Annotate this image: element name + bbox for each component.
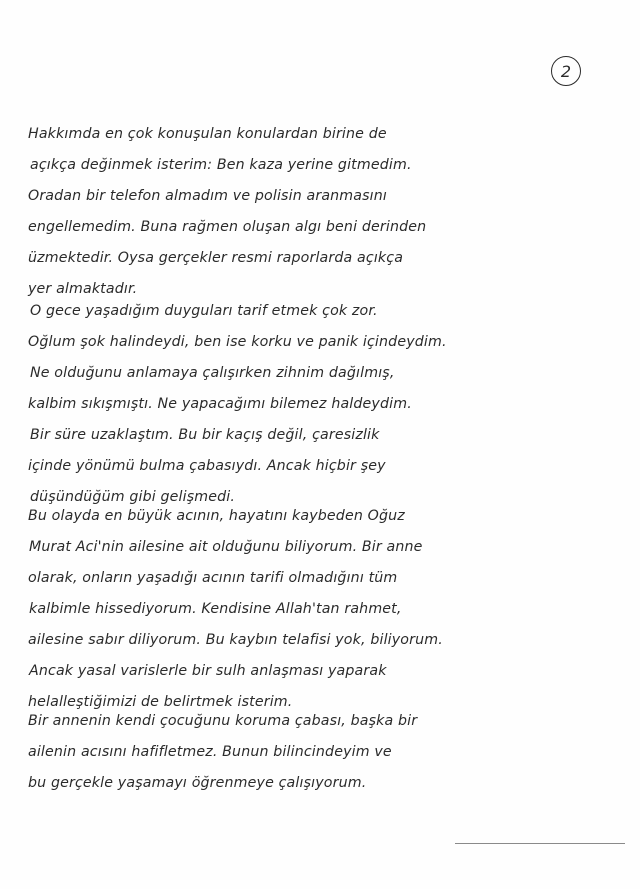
text-line: Murat Aci'nin ailesine ait olduğunu biliyorum. Bir anne (29, 539, 423, 555)
text-line: üzmektedir. Oysa gerçekler resmi raporlarda açıkça (28, 250, 404, 266)
text-line: içinde yönümü bulma çabasıydı. Ancak hiçbir şey (28, 458, 386, 474)
text-line: Bir süre uzaklaştım. Bu bir kaçış değil, çaresizlik (30, 427, 380, 443)
page-number: 2 (560, 61, 572, 81)
text-line: Bu olayda en büyük acının, hayatını kaybeden Oğuz (28, 508, 405, 524)
text-line: açıkça değinmek isterim: Ben kaza yerine gitmedim. (30, 157, 412, 173)
text-line: bu gerçekle yaşamayı öğrenmeye çalışıyorum. (28, 775, 367, 791)
text-line: Ancak yasal varislerle bir sulh anlaşması yaparak (29, 663, 387, 679)
text-line: ailesine sabır diliyorum. Bu kaybın telafisi yok, biliyorum. (28, 632, 443, 648)
text-line: olarak, onların yaşadığı acının tarifi olmadığını tüm (28, 570, 398, 586)
paragraph-1 (28, 119, 618, 305)
text-line: düşündüğüm gibi gelişmedi. (30, 489, 236, 505)
text-line: engellemedim. Buna rağmen oluşan algı beni derinden (28, 219, 427, 235)
paragraph-2 (28, 296, 618, 513)
text-line: helalleştiğimizi de belirtmek isterim. (28, 694, 293, 710)
text-line: Ne olduğunu anlamaya çalışırken zihnim dağılmış, (30, 365, 395, 381)
paragraph-3 (28, 501, 618, 718)
text-line: kalbim sıkışmıştı. Ne yapacağımı bilemez haldeydim. (28, 396, 412, 412)
text-line: O gece yaşadığım duyguları tarif etmek çok zor. (30, 303, 378, 319)
text-line: ailenin acısını hafifletmez. Bunun bilincindeyim ve (28, 744, 392, 760)
signature-line (455, 843, 625, 844)
text-line: kalbimle hissediyorum. Kendisine Allah'tan rahmet, (29, 601, 402, 617)
text-line: Bir annenin kendi çocuğunu koruma çabası, başka bir (28, 713, 418, 729)
paragraph-4 (28, 706, 618, 799)
text-line: Oradan bir telefon almadım ve polisin aranmasını (28, 188, 387, 204)
page-number-circle (551, 56, 581, 86)
text-line: yer almaktadır. (28, 281, 138, 297)
text-line: Hakkımda en çok konuşulan konulardan birine de (28, 126, 387, 142)
text-line: Oğlum şok halindeydi, ben ise korku ve panik içindeydim. (28, 334, 447, 350)
